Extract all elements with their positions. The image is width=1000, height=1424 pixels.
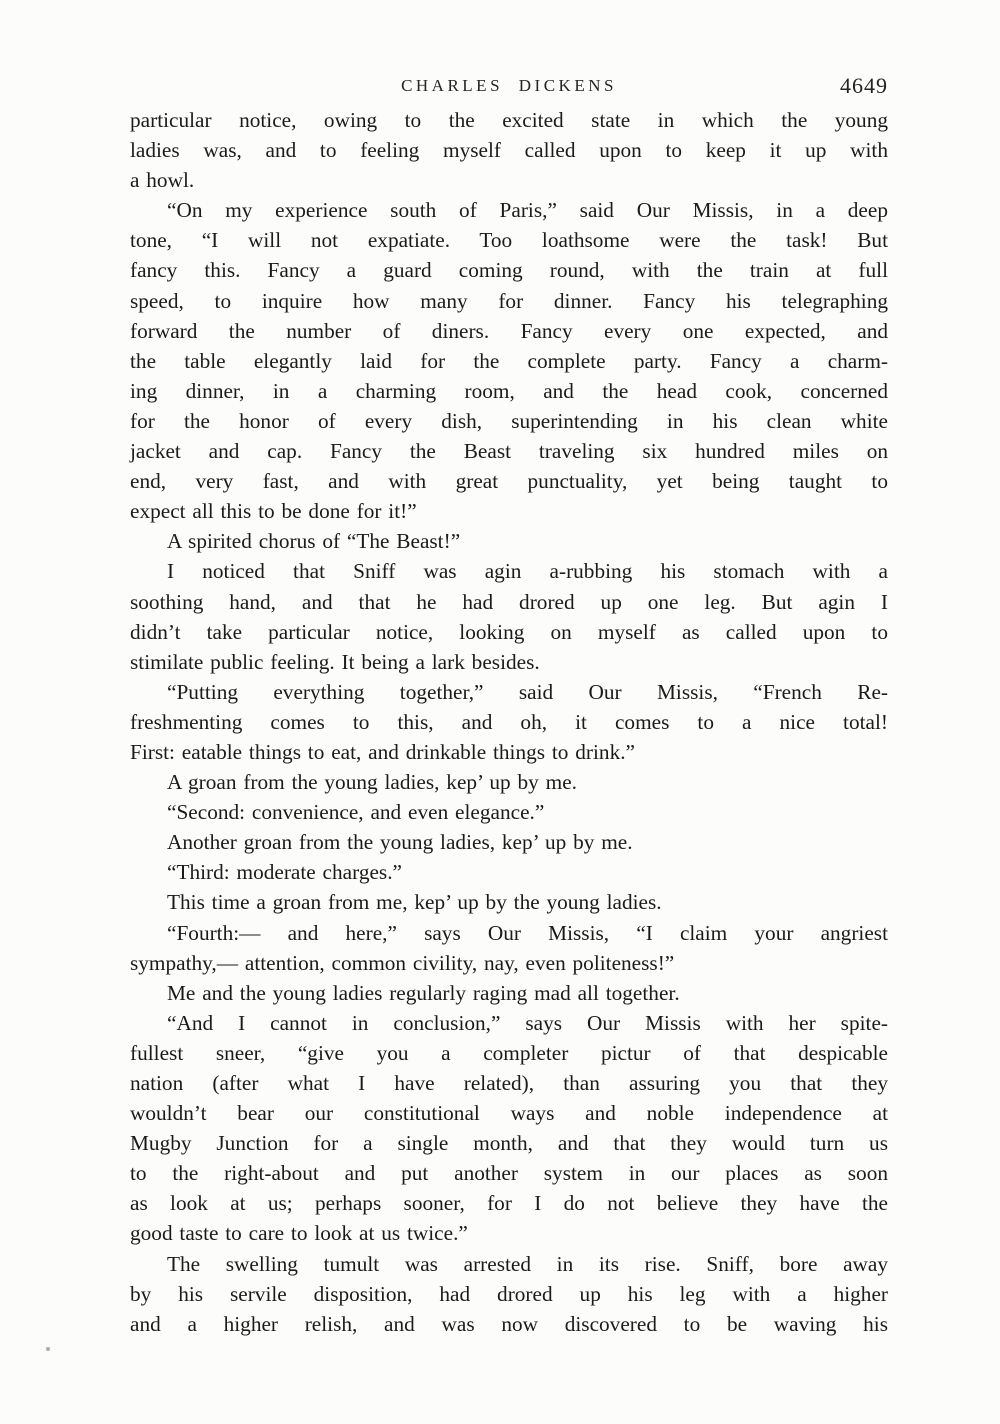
text-line: the table elegantly laid for the complete party. Fancy a charm-	[130, 348, 888, 373]
paragraph	[130, 526, 888, 556]
text-line: Me and the young ladies regularly raging mad all together.	[167, 980, 680, 1005]
text-line: A groan from the young ladies, kep’ up by me.	[167, 770, 577, 795]
text-line: by his servile disposition, had drored up his leg with a higher	[130, 1281, 888, 1306]
text-line: good taste to care to look at us twice.”	[130, 1221, 468, 1246]
text-line: nation (after what I have related), than assuring you that they	[130, 1071, 888, 1095]
text-line: sympathy,— attention, common civility, nay, even politeness!”	[130, 950, 675, 975]
text-line: The swelling tumult was arrested in its rise. Sniff, bore away	[167, 1251, 888, 1276]
scan-speck	[46, 1347, 50, 1351]
paragraph	[130, 195, 888, 526]
paragraph	[130, 556, 888, 676]
paragraph	[130, 105, 888, 195]
paragraph	[130, 797, 888, 827]
text-line: I noticed that Sniff was agin a-rubbing his stomach with a	[167, 559, 888, 584]
text-line: tone, “I will not expatiate. Too loathsome were the task! But	[130, 228, 888, 253]
running-title: CHARLES DICKENS	[401, 76, 617, 95]
text-line: to the right-about and put another system in our places as soon	[130, 1161, 888, 1186]
text-line: fancy this. Fancy a guard coming round, with the train at full	[130, 258, 888, 283]
paragraph	[130, 767, 888, 797]
text-line: Mugby Junction for a single month, and that they would turn us	[130, 1131, 888, 1156]
page-header	[130, 70, 888, 102]
text-line: “Putting everything together,” said Our Missis, “French Re-	[167, 679, 888, 704]
text-line: speed, to inquire how many for dinner. Fancy his telegraphing	[130, 288, 888, 313]
paragraph	[130, 857, 888, 887]
text-line: for the honor of every dish, superintending in his clean white	[130, 408, 888, 433]
text-line: soothing hand, and that he had drored up one leg. But agin I	[130, 589, 888, 614]
text-line: and a higher relish, and was now discovered to be waving his	[130, 1311, 888, 1336]
text-line: as look at us; perhaps sooner, for I do not believe they have the	[130, 1191, 888, 1216]
text-line: jacket and cap. Fancy the Beast traveling six hundred miles on	[130, 439, 888, 464]
text-line: ing dinner, in a charming room, and the head cook, concerned	[130, 378, 888, 403]
text-line: end, very fast, and with great punctuality, yet being taught to	[130, 469, 888, 494]
text-line: “Fourth:— and here,” says Our Missis, “I claim your angriest	[167, 920, 888, 945]
text-line: A spirited chorus of “The Beast!”	[167, 529, 461, 554]
text-line: stimilate public feeling. It being a lark besides.	[130, 649, 540, 674]
paragraph	[130, 1008, 888, 1249]
page-number: 4649	[840, 73, 888, 98]
text-line: wouldn’t bear our constitutional ways and noble independence at	[130, 1101, 888, 1126]
text-line: forward the number of diners. Fancy every one expected, and	[130, 318, 888, 343]
paragraph	[130, 677, 888, 767]
text-line: freshmenting comes to this, and oh, it comes to a nice total!	[130, 709, 888, 734]
text-line: “Second: convenience, and even elegance.”	[167, 800, 545, 825]
text-line: expect all this to be done for it!”	[130, 499, 417, 524]
text-line: a howl.	[130, 168, 195, 193]
text-line: “And I cannot in conclusion,” says Our Missis with her spite-	[167, 1010, 888, 1035]
text-line: fullest sneer, “give you a completer pictur of that despicable	[130, 1040, 888, 1065]
body-text	[130, 105, 888, 1339]
text-line: “On my experience south of Paris,” said Our Missis, in a deep	[167, 198, 888, 223]
paragraph	[130, 918, 888, 978]
text-line: particular notice, owing to the excited state in which the young	[130, 108, 888, 132]
text-line: ladies was, and to feeling myself called upon to keep it up with	[130, 138, 888, 163]
text-line: didn’t take particular notice, looking on myself as called upon to	[130, 619, 888, 644]
paragraph	[130, 1249, 888, 1339]
paragraph	[130, 887, 888, 917]
text-line: This time a groan from me, kep’ up by the young ladies.	[167, 890, 662, 915]
text-line: First: eatable things to eat, and drinkable things to drink.”	[130, 739, 636, 764]
paragraph	[130, 978, 888, 1008]
paragraph	[130, 827, 888, 857]
text-line: Another groan from the young ladies, kep’ up by me.	[167, 830, 633, 855]
text-line: “Third: moderate charges.”	[167, 860, 402, 885]
